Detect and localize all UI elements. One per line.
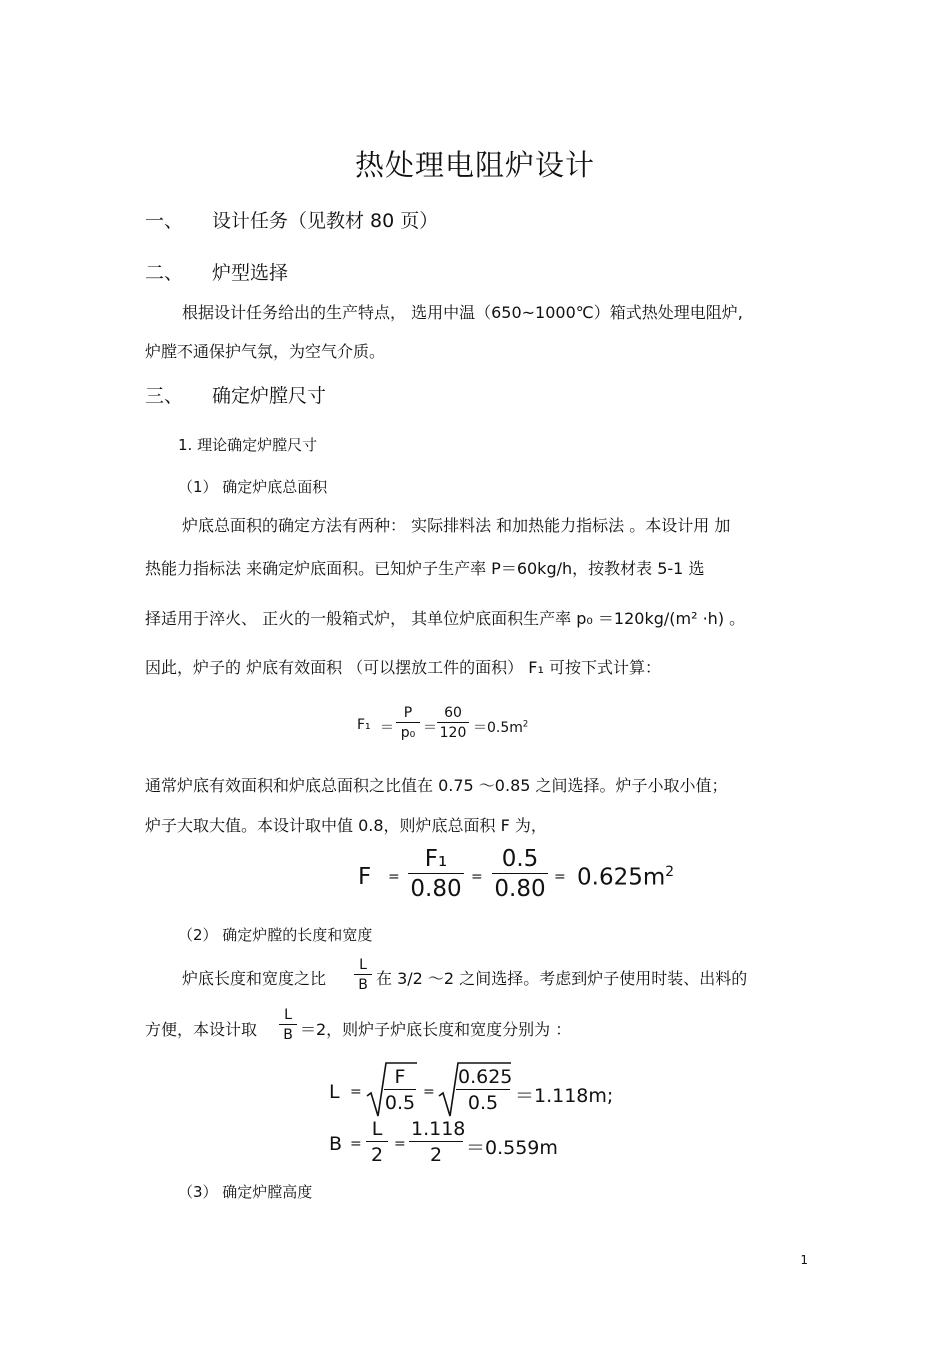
page-title: 热处理电阻炉设计 [354, 148, 595, 182]
paragraph-line: 在 3/2 ～2 之间选择。考虑到炉子使用时装、出料的 [376, 969, 748, 988]
section-number: 二、 [145, 262, 184, 284]
exponent: 2 [522, 718, 529, 729]
eq-sign: = [554, 869, 566, 885]
paragraph-line: 通常炉底有效面积和炉底总面积之比值在 0.75 ～0.85 之间选择。炉子小取小值； [145, 776, 728, 795]
numerator: 60 [444, 705, 462, 721]
denominator: 0.80 [408, 873, 464, 902]
page-number: 1 [800, 1253, 808, 1267]
fraction [409, 1118, 466, 1166]
denominator: 2 [366, 1141, 388, 1166]
denominator: 2 [409, 1141, 463, 1166]
denominator: 0.5 [384, 1089, 416, 1114]
denominator: B [354, 974, 372, 993]
fraction [366, 1118, 388, 1166]
section-heading: 确定炉膛尺寸 [212, 385, 327, 407]
eq-sign: = [471, 869, 483, 885]
eq-lhs: L [329, 1081, 340, 1103]
numerator: L [371, 1118, 383, 1140]
fraction [354, 957, 372, 993]
eq-lhs: F₁ [357, 717, 371, 733]
result-value: ＝0.5m [473, 720, 523, 736]
eq-lhs: B [329, 1133, 343, 1155]
numerator: P [403, 705, 413, 721]
paragraph-line: 炉膛不通保护气氛，为空气介质。 [145, 342, 386, 361]
paragraph-line: 炉底总面积的确定方法有两种： 实际排料法 和加热能力指标法 。本设计用 加 [182, 516, 731, 535]
eq-result: ＝0.559m [466, 1137, 558, 1159]
paragraph-line: 根据设计任务给出的生产特点， 选用中温（650~1000℃）箱式热处理电阻炉, [182, 303, 743, 322]
eq-result: ＝1.118m; [515, 1085, 614, 1107]
section-number: 一、 [145, 210, 184, 232]
paragraph-line: 因此，炉子的 炉底有效面积 （可以摆放工件的面积） F₁ 可按下式计算： [145, 658, 661, 677]
fraction [408, 846, 464, 902]
eq-result [473, 717, 528, 737]
eq-result [577, 864, 674, 891]
subsection-heading: （3） 确定炉膛高度 [178, 1183, 313, 1201]
numerator: L [359, 957, 367, 973]
paragraph-line: 炉底长度和宽度之比 [182, 969, 327, 988]
eq-sign: ＝ [423, 720, 437, 736]
subsection-heading: （1） 确定炉底总面积 [178, 478, 328, 496]
fraction [437, 705, 469, 741]
numerator: L [284, 1007, 292, 1023]
eq-sign: = [350, 1084, 362, 1100]
result-value: 0.625m [577, 864, 666, 891]
denominator: 0.80 [492, 873, 548, 902]
eq-sign: = [388, 869, 400, 885]
subsection-heading: 1. 理论确定炉膛尺寸 [178, 436, 318, 454]
fraction [396, 705, 420, 741]
subsection-heading: （2） 确定炉膛的长度和宽度 [178, 926, 373, 944]
numerator: 0.625 [458, 1066, 513, 1088]
numerator: 0.5 [501, 846, 539, 872]
numerator: F₁ [424, 846, 448, 872]
denominator: 120 [437, 722, 469, 741]
denominator: B [279, 1024, 297, 1043]
denominator: p₀ [396, 722, 420, 741]
paragraph-line: 热能力指标法 来确定炉底面积。已知炉子生产率 P＝60kg/h，按教材表 5-1 选 [145, 559, 705, 578]
eq-sign: ＝ [380, 720, 394, 736]
fraction [384, 1066, 416, 1114]
paragraph-line: ＝2，则炉子炉底长度和宽度分别为 ： [300, 1020, 572, 1039]
numerator: F [394, 1066, 406, 1088]
fraction [279, 1007, 297, 1043]
eq-sign: = [394, 1136, 406, 1152]
eq-lhs: F [358, 864, 372, 890]
numerator: 1.118 [411, 1118, 466, 1140]
section-heading: 炉型选择 [212, 262, 289, 284]
exponent: 2 [665, 864, 675, 880]
section-number: 三、 [145, 385, 184, 407]
section-heading: 设计任务（见教材 80 页） [212, 210, 439, 232]
eq-sign: = [423, 1084, 435, 1100]
fraction [492, 846, 548, 902]
denominator: 0.5 [456, 1089, 510, 1114]
paragraph-line: 炉子大取大值。本设计取中值 0.8，则炉底总面积 F 为， [145, 816, 547, 835]
eq-sign: = [350, 1136, 362, 1152]
fraction [456, 1066, 513, 1114]
paragraph-line: 方便，本设计取 [145, 1020, 258, 1039]
paragraph-line: 择适用于淬火、 正火的一般箱式炉， 其单位炉底面积生产率 p₀ ＝120kg/(m² ·h) 。 [145, 609, 746, 628]
